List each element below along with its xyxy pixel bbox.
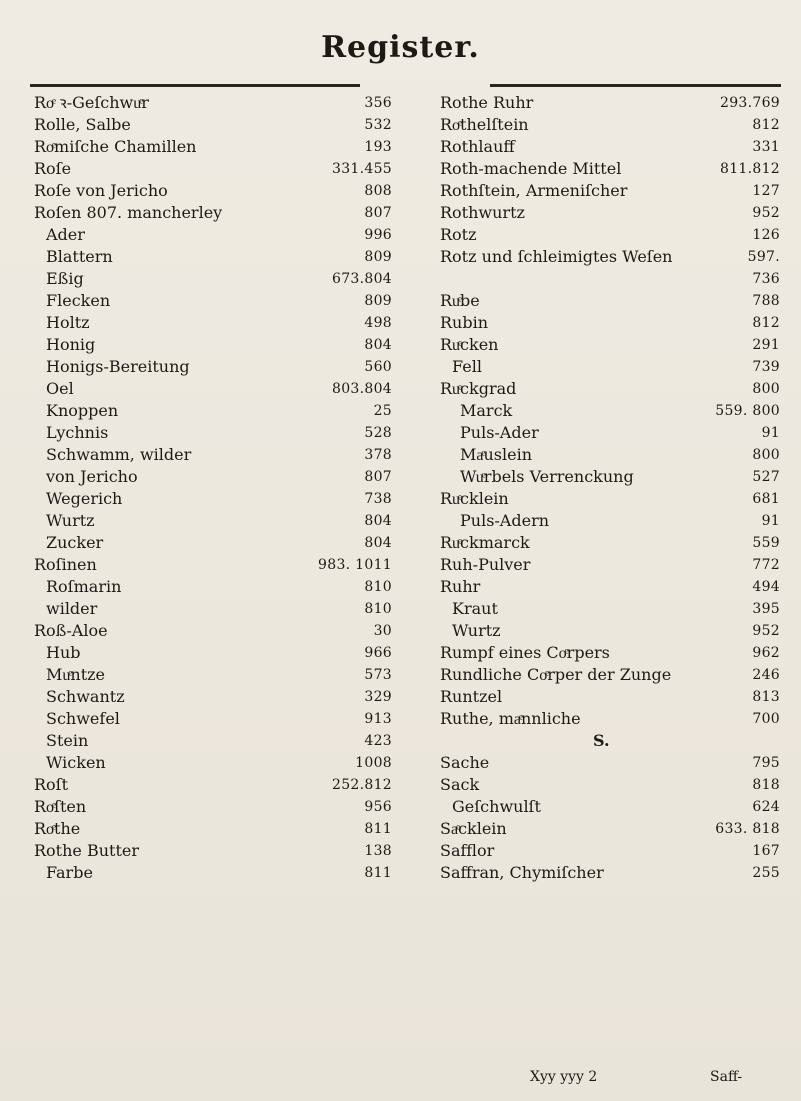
index-term: S. — [593, 731, 610, 750]
index-term: Roſen 807. mancherley — [34, 203, 223, 222]
index-entry — [34, 202, 392, 224]
page-reference: 962 — [752, 645, 780, 661]
index-entry — [440, 114, 780, 136]
index-entry — [34, 730, 392, 752]
page-reference: 356 — [364, 95, 392, 111]
page-reference: 812 — [752, 315, 780, 331]
page-reference: 395 — [752, 601, 780, 617]
index-term: Wurtz — [46, 511, 95, 530]
index-term: Sack — [440, 775, 480, 794]
page-reference: 138 — [364, 843, 392, 859]
index-entry — [440, 774, 780, 796]
page-reference: 818 — [752, 777, 780, 793]
index-entry — [34, 290, 392, 312]
index-entry — [440, 268, 780, 290]
page-reference: 810 — [364, 579, 392, 595]
index-entry — [440, 246, 780, 268]
index-term: Saͤcklein — [440, 819, 507, 838]
page-reference: 331 — [752, 139, 780, 155]
page-reference: 772 — [752, 557, 780, 573]
index-term: wilder — [46, 599, 98, 618]
index-term: Roſe — [34, 159, 72, 178]
page-reference: 624 — [752, 799, 780, 815]
index-entry — [440, 400, 780, 422]
page-reference: 811 — [364, 821, 392, 837]
page-reference: 329 — [364, 689, 392, 705]
index-entry — [34, 862, 392, 884]
page-reference: 559. 800 — [715, 403, 780, 419]
index-term: Ruͤcken — [440, 335, 499, 354]
index-term: Marck — [460, 401, 513, 420]
index-entry — [440, 444, 780, 466]
index-entry — [440, 466, 780, 488]
page-reference: 673.804 — [332, 271, 392, 287]
index-entry — [34, 268, 392, 290]
index-entry — [440, 532, 780, 554]
index-term: Roͤmiſche Chamillen — [34, 137, 197, 156]
index-term: Roſmarin — [46, 577, 122, 596]
page-reference: 532 — [364, 117, 392, 133]
index-term: Farbe — [46, 863, 93, 882]
index-term: Roth-machende Mittel — [440, 159, 622, 178]
index-entry — [34, 818, 392, 840]
index-entry — [440, 92, 780, 114]
index-term: Puls-Adern — [460, 511, 550, 530]
index-entry — [34, 752, 392, 774]
page-reference: 25 — [373, 403, 392, 419]
index-entry — [34, 400, 392, 422]
index-entry — [440, 488, 780, 510]
index-term: Zucker — [46, 533, 104, 552]
index-entry — [34, 334, 392, 356]
index-term: Rothe Butter — [34, 841, 140, 860]
index-term: Rothſtein, Armeniſcher — [440, 181, 628, 200]
index-term: Rubin — [440, 313, 489, 332]
index-term: Rothwurtz — [440, 203, 525, 222]
index-entry — [440, 752, 780, 774]
index-term: Schwamm, wilder — [46, 445, 192, 464]
index-entry — [34, 422, 392, 444]
index-entry — [34, 246, 392, 268]
page-reference: 808 — [364, 183, 392, 199]
page-reference: 30 — [373, 623, 392, 639]
page-reference: 91 — [761, 425, 780, 441]
index-term: Wicken — [46, 753, 106, 772]
index-entry — [440, 796, 780, 818]
index-term: Rothe Ruhr — [440, 93, 534, 112]
index-term: Ruthe, maͤnnliche — [440, 709, 581, 728]
index-entry — [34, 488, 392, 510]
index-term: Flecken — [46, 291, 111, 310]
index-entry — [440, 202, 780, 224]
index-term: Ruͤcklein — [440, 489, 509, 508]
index-entry — [440, 708, 780, 730]
page-reference: 498 — [364, 315, 392, 331]
page-reference: 559 — [752, 535, 780, 551]
index-term: Saffran, Chymiſcher — [440, 863, 604, 882]
page-reference: 809 — [364, 249, 392, 265]
index-entry — [34, 796, 392, 818]
page-reference: 811 — [364, 865, 392, 881]
index-entry — [440, 158, 780, 180]
index-term: Rotz und ſchleimigtes Weſen — [440, 247, 673, 266]
page-reference: 736 — [752, 271, 780, 287]
index-entry — [34, 642, 392, 664]
page-reference: 983. 1011 — [318, 557, 392, 573]
page-reference: 255 — [752, 865, 780, 881]
index-entry — [34, 840, 392, 862]
right-index-column — [440, 92, 780, 884]
page-reference: 803.804 — [332, 381, 392, 397]
page-reference: 811.812 — [720, 161, 780, 177]
catchword: Saff- — [710, 1069, 743, 1085]
page-reference: 573 — [364, 667, 392, 683]
index-entry — [440, 290, 780, 312]
page-reference: 127 — [752, 183, 780, 199]
page-reference: 800 — [752, 381, 780, 397]
index-term: Geſchwulſt — [452, 797, 541, 816]
index-entry — [440, 180, 780, 202]
page-reference: 246 — [752, 667, 780, 683]
left-index-column — [34, 92, 392, 884]
index-term: Knoppen — [46, 401, 119, 420]
index-entry — [34, 554, 392, 576]
page-reference: 807 — [364, 469, 392, 485]
index-term: Ader — [46, 225, 85, 244]
index-entry — [440, 136, 780, 158]
index-term: Hub — [46, 643, 81, 662]
index-term: Wurtz — [452, 621, 501, 640]
page-reference: 813 — [752, 689, 780, 705]
page-reference: 423 — [364, 733, 392, 749]
signature-mark: Xyy yyy 2 — [530, 1069, 598, 1085]
index-term: Rundliche Coͤrper der Zunge — [440, 665, 672, 684]
index-term: Ruhr — [440, 577, 481, 596]
header-rule-left — [30, 84, 360, 87]
index-term: Ruͤbe — [440, 291, 480, 310]
page-reference: 252.812 — [332, 777, 392, 793]
index-term: Rotz — [440, 225, 477, 244]
index-entry — [34, 708, 392, 730]
index-entry — [34, 774, 392, 796]
page-reference: 167 — [752, 843, 780, 859]
page-reference: 812 — [752, 117, 780, 133]
page-reference: 788 — [752, 293, 780, 309]
page-reference: 996 — [364, 227, 392, 243]
page-reference: 1008 — [355, 755, 392, 771]
index-entry — [440, 840, 780, 862]
page-reference: 800 — [752, 447, 780, 463]
index-entry — [440, 862, 780, 884]
index-entry — [34, 224, 392, 246]
index-term: Ruͤckmarck — [440, 533, 530, 552]
index-entry — [440, 378, 780, 400]
index-entry — [34, 356, 392, 378]
page-reference: 810 — [364, 601, 392, 617]
index-term: Ruͤckgrad — [440, 379, 517, 398]
page-reference: 597. — [747, 249, 780, 265]
index-entry — [34, 598, 392, 620]
page-reference: 809 — [364, 293, 392, 309]
page-reference: 331.455 — [332, 161, 392, 177]
index-term: Wuͤrbels Verrenckung — [460, 467, 634, 486]
page-reference: 739 — [752, 359, 780, 375]
page-reference: 738 — [364, 491, 392, 507]
index-entry — [34, 686, 392, 708]
page-reference: 293.769 — [720, 95, 780, 111]
index-entry — [34, 620, 392, 642]
index-term: Muͤntze — [46, 665, 106, 684]
index-entry — [440, 576, 780, 598]
page-title: Register. — [321, 30, 480, 65]
index-entry — [440, 642, 780, 664]
page-reference: 807 — [364, 205, 392, 221]
index-term: Rothlauff — [440, 137, 515, 156]
index-term: Rolle, Salbe — [34, 115, 131, 134]
index-entry — [34, 136, 392, 158]
index-entry — [34, 444, 392, 466]
index-term: Blattern — [46, 247, 113, 266]
page-reference: 91 — [761, 513, 780, 529]
index-term: Schwefel — [46, 709, 120, 728]
page-reference: 378 — [364, 447, 392, 463]
index-entry — [34, 92, 392, 114]
page-reference: 291 — [752, 337, 780, 353]
index-term: Eßig — [46, 269, 84, 288]
index-entry — [34, 466, 392, 488]
index-term: Lychnis — [46, 423, 109, 442]
index-term: Holtz — [46, 313, 90, 332]
index-term: Sache — [440, 753, 490, 772]
index-term: Oel — [46, 379, 74, 398]
index-term: Maͤuslein — [460, 445, 533, 464]
index-term: Safflor — [440, 841, 495, 860]
index-entry — [34, 510, 392, 532]
index-term: Roͤthe — [34, 819, 81, 838]
index-term: Fell — [452, 357, 482, 376]
index-term: Roͤthelſtein — [440, 115, 529, 134]
page-reference: 193 — [364, 139, 392, 155]
index-entry — [440, 510, 780, 532]
index-entry — [34, 312, 392, 334]
index-term: Stein — [46, 731, 89, 750]
page-reference: 913 — [364, 711, 392, 727]
index-term: Schwantz — [46, 687, 125, 706]
index-entry — [440, 554, 780, 576]
page-reference: 952 — [752, 623, 780, 639]
page-reference: 956 — [364, 799, 392, 815]
index-entry — [440, 730, 780, 752]
index-term: von Jericho — [46, 467, 138, 486]
index-term: Rumpf eines Coͤrpers — [440, 643, 610, 662]
page-reference: 633. 818 — [715, 821, 780, 837]
index-term: Roſe von Jericho — [34, 181, 168, 200]
index-entry — [440, 356, 780, 378]
page-reference: 494 — [752, 579, 780, 595]
index-term: Puls-Ader — [460, 423, 539, 442]
index-entry — [440, 334, 780, 356]
index-term: Kraut — [452, 599, 498, 618]
index-term: Roͤſten — [34, 797, 87, 816]
index-entry — [34, 158, 392, 180]
page-reference: 126 — [752, 227, 780, 243]
page-reference: 681 — [752, 491, 780, 507]
index-entry — [440, 686, 780, 708]
index-term: Honigs-Bereitung — [46, 357, 190, 376]
index-entry — [34, 180, 392, 202]
index-entry — [34, 664, 392, 686]
index-term: Roſinen — [34, 555, 97, 574]
index-entry — [440, 312, 780, 334]
page-reference: 528 — [364, 425, 392, 441]
index-entry — [34, 114, 392, 136]
page-reference: 804 — [364, 535, 392, 551]
index-term: Honig — [46, 335, 96, 354]
index-term: Roͤ ꝛ-Geſchwuͤr — [34, 93, 149, 112]
page-reference: 952 — [752, 205, 780, 221]
header-rule-right — [490, 84, 781, 87]
page-reference: 700 — [752, 711, 780, 727]
index-entry — [34, 378, 392, 400]
page-reference: 560 — [364, 359, 392, 375]
index-term: Runtzel — [440, 687, 503, 706]
index-term: Roß-Aloe — [34, 621, 108, 640]
page-reference: 966 — [364, 645, 392, 661]
page-reference: 527 — [752, 469, 780, 485]
index-entry — [440, 224, 780, 246]
index-entry — [34, 532, 392, 554]
index-entry — [440, 422, 780, 444]
index-entry — [34, 576, 392, 598]
index-term: Ruh-Pulver — [440, 555, 531, 574]
index-entry — [440, 598, 780, 620]
page-reference: 804 — [364, 337, 392, 353]
index-term: Roſt — [34, 775, 69, 794]
index-entry — [440, 818, 780, 840]
page-reference: 804 — [364, 513, 392, 529]
index-entry — [440, 664, 780, 686]
index-term: Wegerich — [46, 489, 123, 508]
page-reference: 795 — [752, 755, 780, 771]
index-entry — [440, 620, 780, 642]
